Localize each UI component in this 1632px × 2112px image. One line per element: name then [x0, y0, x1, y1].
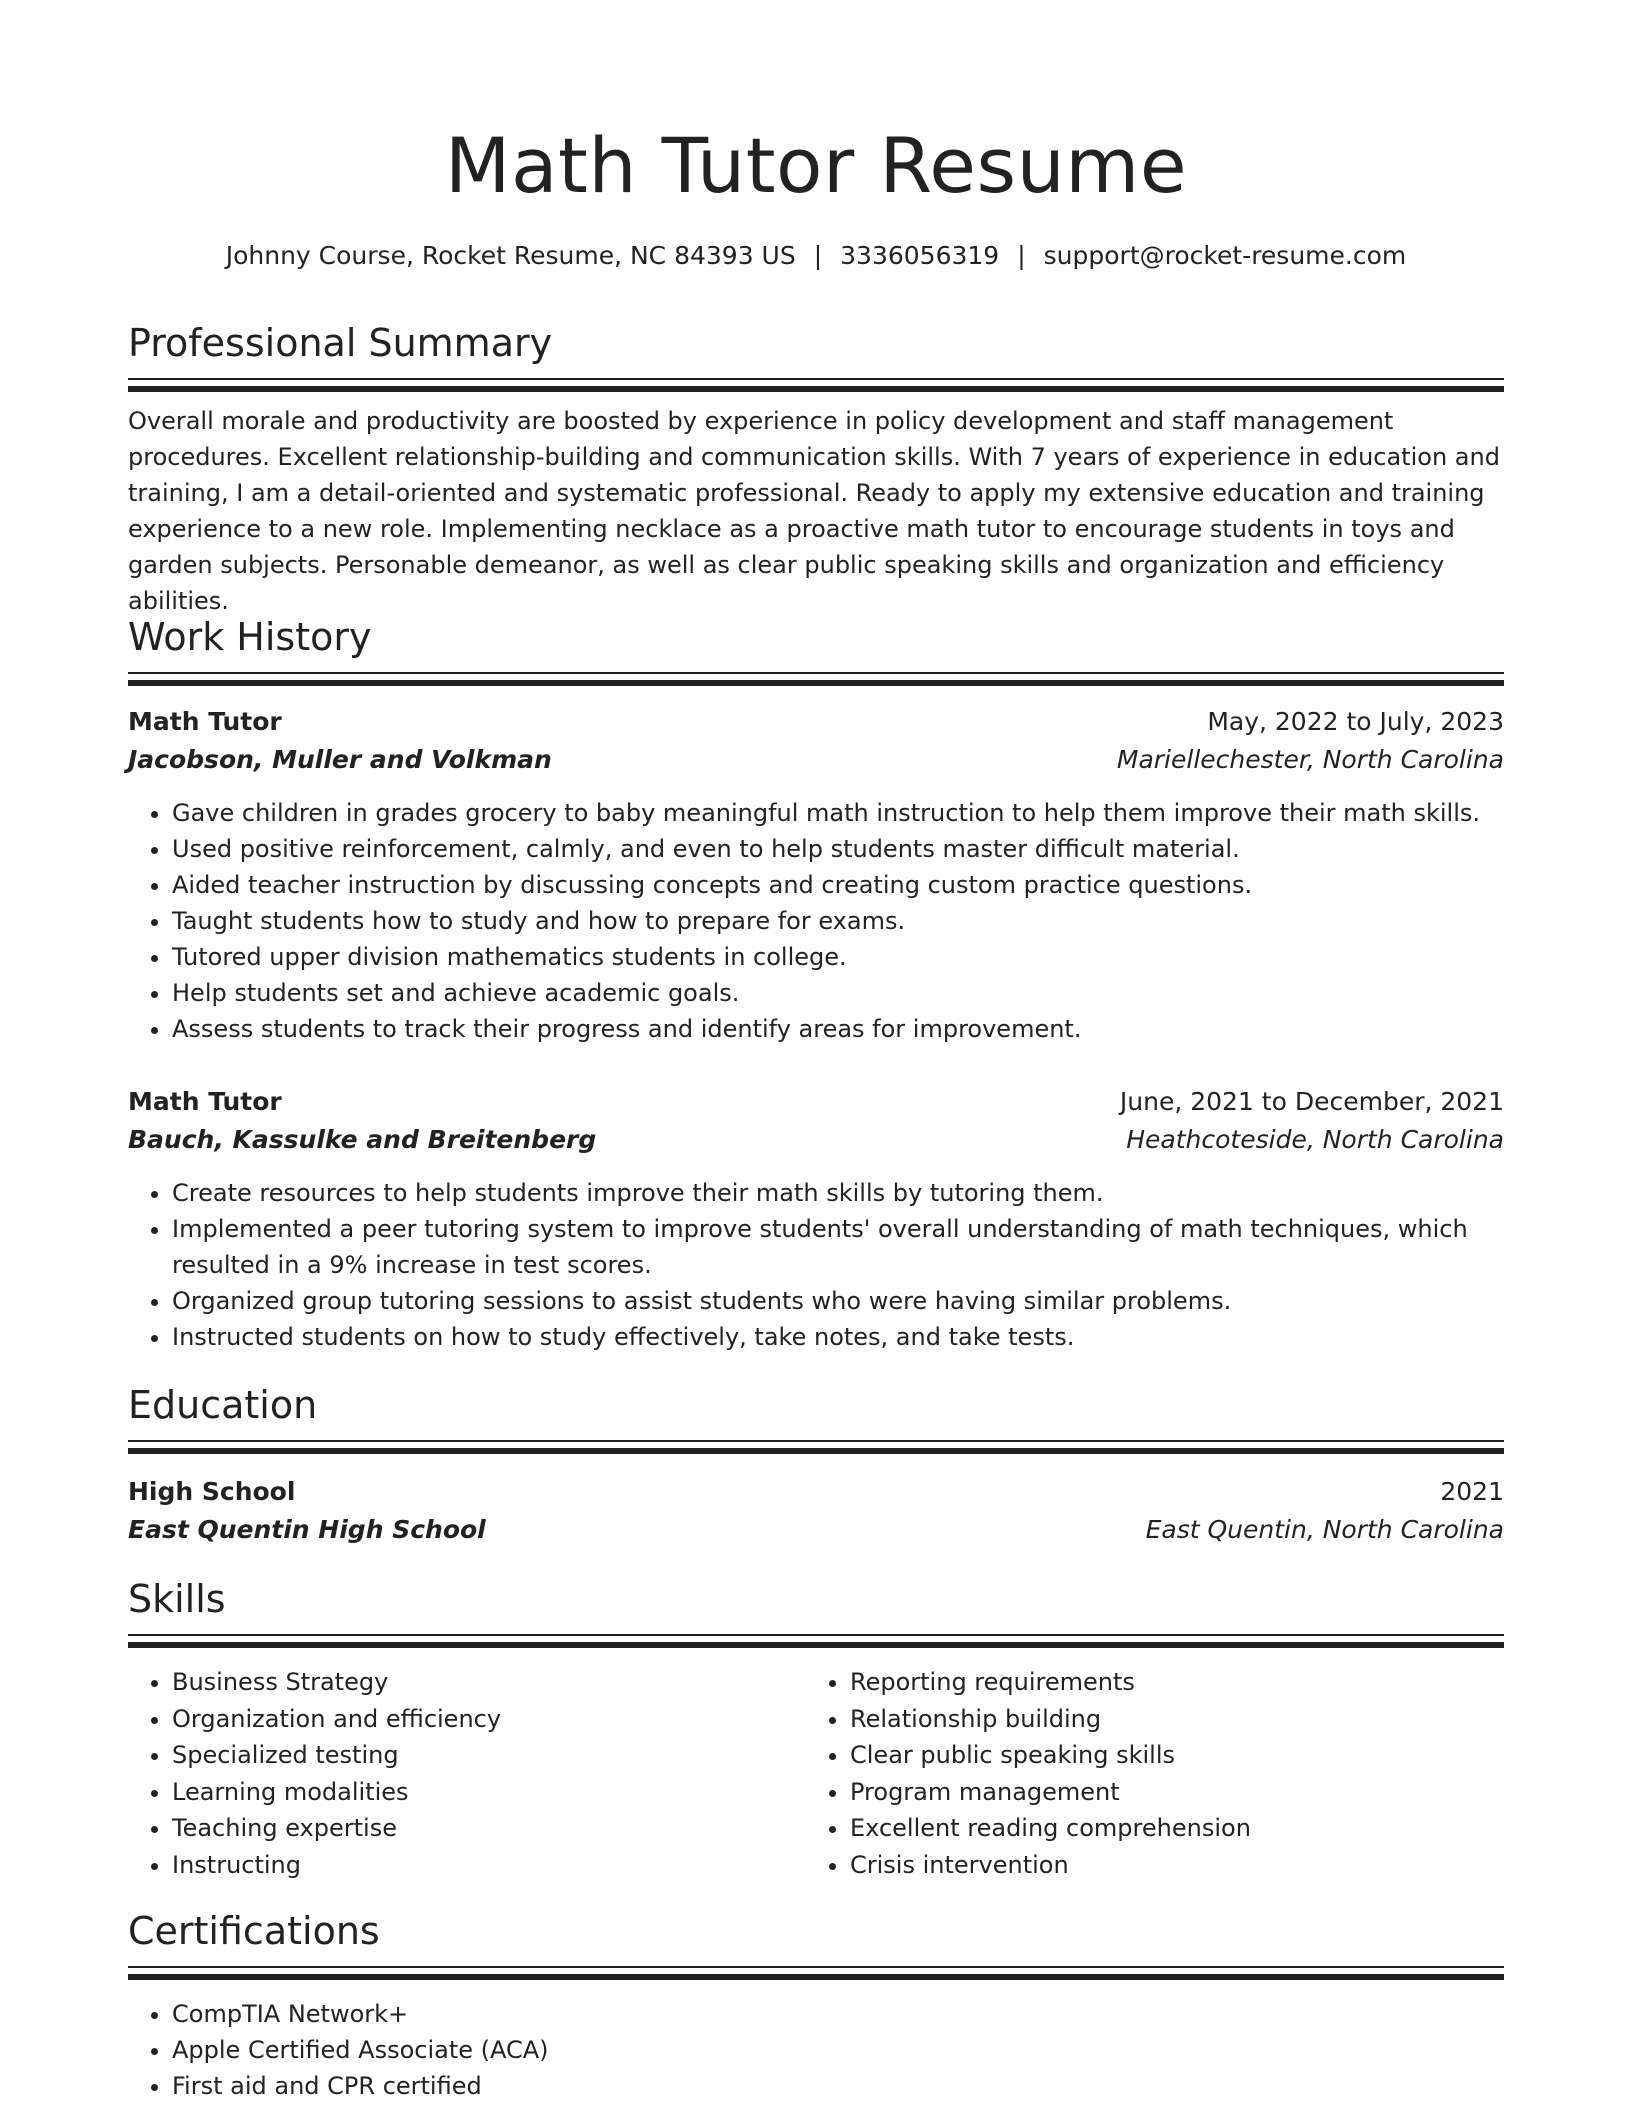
- degree: High School: [128, 1477, 296, 1506]
- school-name: East Quentin High School: [128, 1515, 486, 1544]
- contact-separator: |: [813, 241, 823, 270]
- skill-item: • Excellent reading comprehension: [850, 1810, 1484, 1847]
- contact-line: [128, 238, 1504, 274]
- job-dates: June, 2021 to December, 2021: [1119, 1087, 1504, 1116]
- work-section-header: [128, 612, 1504, 686]
- graduation-year: 2021: [1440, 1477, 1504, 1506]
- divider: [128, 672, 1504, 674]
- divider: [128, 1642, 1504, 1648]
- divider: [128, 1634, 1504, 1636]
- skill-item: • Teaching expertise: [172, 1810, 806, 1847]
- divider: [128, 1440, 1504, 1442]
- certifications-bullets: [128, 1996, 1504, 2104]
- skill-item: • Program management: [850, 1774, 1484, 1811]
- list-item: • Tutored upper division mathematics students in college.: [172, 939, 1504, 975]
- summary-block: [128, 403, 1504, 619]
- divider: [128, 680, 1504, 686]
- skills-section-header: [128, 1574, 1504, 1648]
- divider: [128, 1974, 1504, 1980]
- skill-item: • Organization and efficiency: [172, 1701, 806, 1738]
- education-entry: [128, 1473, 1504, 1549]
- job-entry: [128, 1083, 1504, 1355]
- list-item: • Used positive reinforcement, calmly, and even to help students master difficult material.: [172, 831, 1504, 867]
- skill-item: • Crisis intervention: [850, 1847, 1484, 1884]
- list-item: • Help students set and achieve academic goals.: [172, 975, 1504, 1011]
- skills-column-right: [806, 1664, 1484, 1883]
- skill-item: • Clear public speaking skills: [850, 1737, 1484, 1774]
- summary-section-header: [128, 318, 1504, 392]
- skills-column-left: [128, 1664, 806, 1883]
- job-location: Mariellechester, North Carolina: [1116, 745, 1504, 774]
- list-item: • Create resources to help students improve their math skills by tutoring them.: [172, 1175, 1504, 1211]
- certification-item: • CompTIA Network+: [172, 1996, 1504, 2032]
- company-name: Jacobson, Muller and Volkman: [128, 745, 552, 774]
- job-dates: May, 2022 to July, 2023: [1207, 707, 1504, 736]
- skill-item: • Learning modalities: [172, 1774, 806, 1811]
- list-item: • Assess students to track their progress and identify areas for improvement.: [172, 1011, 1504, 1047]
- divider: [128, 1966, 1504, 1968]
- list-item: • Aided teacher instruction by discussing concepts and creating custom practice questions.: [172, 867, 1504, 903]
- resume-title: Math Tutor Resume: [444, 121, 1188, 210]
- contact-separator: |: [1017, 241, 1026, 270]
- skill-item: • Relationship building: [850, 1701, 1484, 1738]
- job-bullets: [128, 795, 1504, 1047]
- skill-item: • Business Strategy: [172, 1664, 806, 1701]
- certifications-heading: Certifications: [128, 1909, 380, 1953]
- list-item: • Organized group tutoring sessions to assist students who were having similar problems.: [172, 1283, 1504, 1319]
- contact-phone: 3336056319: [840, 241, 1000, 270]
- skills-list: [128, 1664, 1504, 1883]
- job-title: Math Tutor: [128, 1087, 282, 1116]
- certifications-section-header: [128, 1906, 1504, 1980]
- divider: [128, 1448, 1504, 1454]
- list-item: • Taught students how to study and how to prepare for exams.: [172, 903, 1504, 939]
- certification-item: • Apple Certified Associate (ACA): [172, 2032, 1504, 2068]
- divider: [128, 386, 1504, 392]
- certification-item: • First aid and CPR certified: [172, 2068, 1504, 2104]
- list-item: • Gave children in grades grocery to baby meaningful math instruction to help them improve their math skills.: [172, 795, 1504, 831]
- contact-address: Johnny Course, Rocket Resume, NC 84393 US: [225, 241, 796, 270]
- summary-heading: Professional Summary: [128, 321, 553, 365]
- company-name: Bauch, Kassulke and Breitenberg: [128, 1125, 597, 1154]
- job-location: Heathcoteside, North Carolina: [1126, 1125, 1504, 1154]
- list-item: • Implemented a peer tutoring system to improve students' overall understanding of math techniques, which resulted in a 9% increase in test scores.: [172, 1211, 1504, 1283]
- contact-email[interactable]: support@rocket-resume.com: [1043, 241, 1407, 270]
- list-item: • Instructed students on how to study effectively, take notes, and take tests.: [172, 1319, 1504, 1355]
- skill-item: • Reporting requirements: [850, 1664, 1484, 1701]
- job-entry: [128, 703, 1504, 1047]
- job-title: Math Tutor: [128, 707, 282, 736]
- skill-item: • Instructing: [172, 1847, 806, 1884]
- skills-heading: Skills: [128, 1577, 226, 1621]
- job-bullets: [128, 1175, 1504, 1355]
- summary-text: Overall morale and productivity are boosted by experience in policy development and staff management procedures. Excellent relationship-building and communication skills. With 7 years of experience in education and training, I am a detail-oriented and systematic professional. Ready to apply my extensive education and training experience to a new role. Implementing necklace as a proactive math tutor to encourage students in toys and garden subjects. Personable demeanor, as well as clear public speaking skills and organization and efficiency abilities.: [128, 407, 1500, 615]
- divider: [128, 378, 1504, 380]
- skill-item: • Specialized testing: [172, 1737, 806, 1774]
- certifications-list: [128, 1996, 1504, 2104]
- education-section-header: [128, 1380, 1504, 1454]
- school-location: East Quentin, North Carolina: [1145, 1515, 1504, 1544]
- work-heading: Work History: [128, 615, 372, 659]
- education-heading: Education: [128, 1383, 318, 1427]
